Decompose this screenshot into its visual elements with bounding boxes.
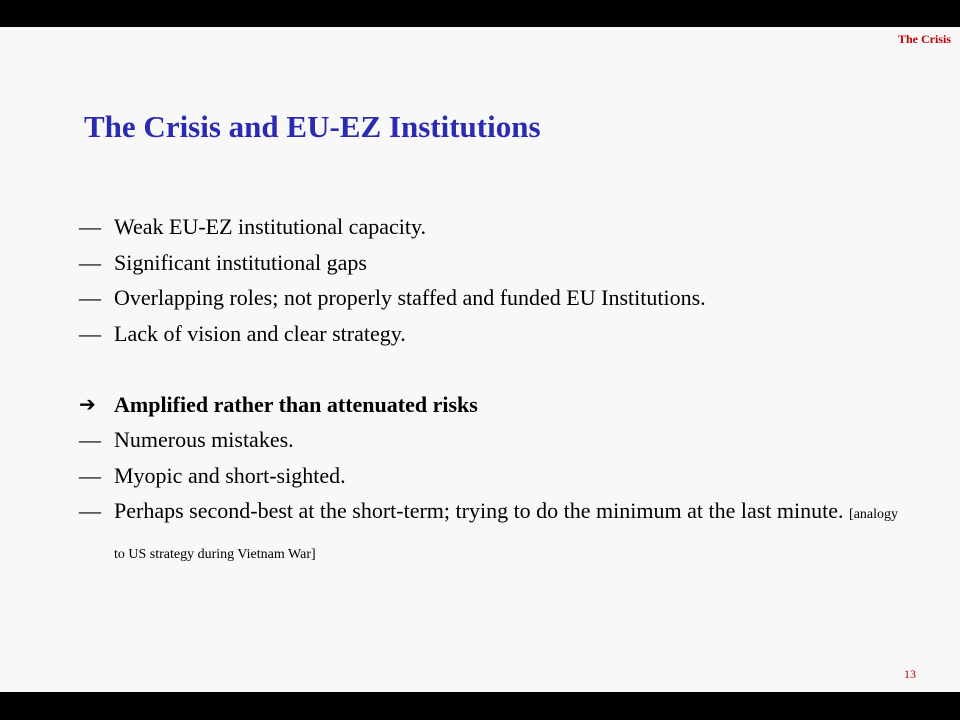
bullet-note: [analogy to US strategy during Vietnam War] (114, 507, 899, 562)
conclusion-text: Amplified rather than attenuated risks (114, 391, 478, 417)
slide (0, 27, 960, 692)
page-number: 13 (904, 667, 916, 681)
dash-marker: — (79, 462, 101, 488)
bullet-text: Lack of vision and clear strategy. (114, 320, 406, 346)
bullet-text: Weak EU-EZ institutional capacity. (114, 214, 427, 239)
dash-marker: — (79, 214, 101, 239)
bullet-text-with-note (114, 493, 899, 572)
slide-title: The Crisis and EU-EZ Institutions (84, 109, 541, 144)
bullet-text: Significant institutional gaps (114, 249, 367, 275)
bullet-text: Numerous mistakes. (114, 427, 294, 452)
bullet-list (79, 209, 899, 572)
bullet-item (79, 316, 899, 352)
list-spacer (79, 351, 899, 387)
bullet-text: Myopic and short-sighted. (114, 462, 346, 488)
bullet-item (79, 493, 899, 572)
bullet-text: Perhaps second-best at the short-term; trying to do the minimum at the last minute. (114, 498, 844, 523)
conclusion-item (79, 387, 899, 423)
bullet-item (79, 458, 899, 494)
bullet-item (79, 422, 899, 458)
dash-marker: — (79, 285, 101, 310)
dash-marker: — (79, 320, 101, 346)
bullet-text: Overlapping roles; not properly staffed and funded EU Institutions. (114, 285, 706, 310)
bullet-item (79, 280, 899, 316)
dash-marker: — (79, 498, 101, 523)
section-label: The Crisis (897, 32, 951, 46)
arrow-right-icon: ➔ (79, 391, 96, 416)
bullet-item (79, 209, 899, 245)
dash-marker: — (79, 427, 101, 452)
dash-marker: — (79, 249, 101, 275)
bullet-item (79, 245, 899, 281)
